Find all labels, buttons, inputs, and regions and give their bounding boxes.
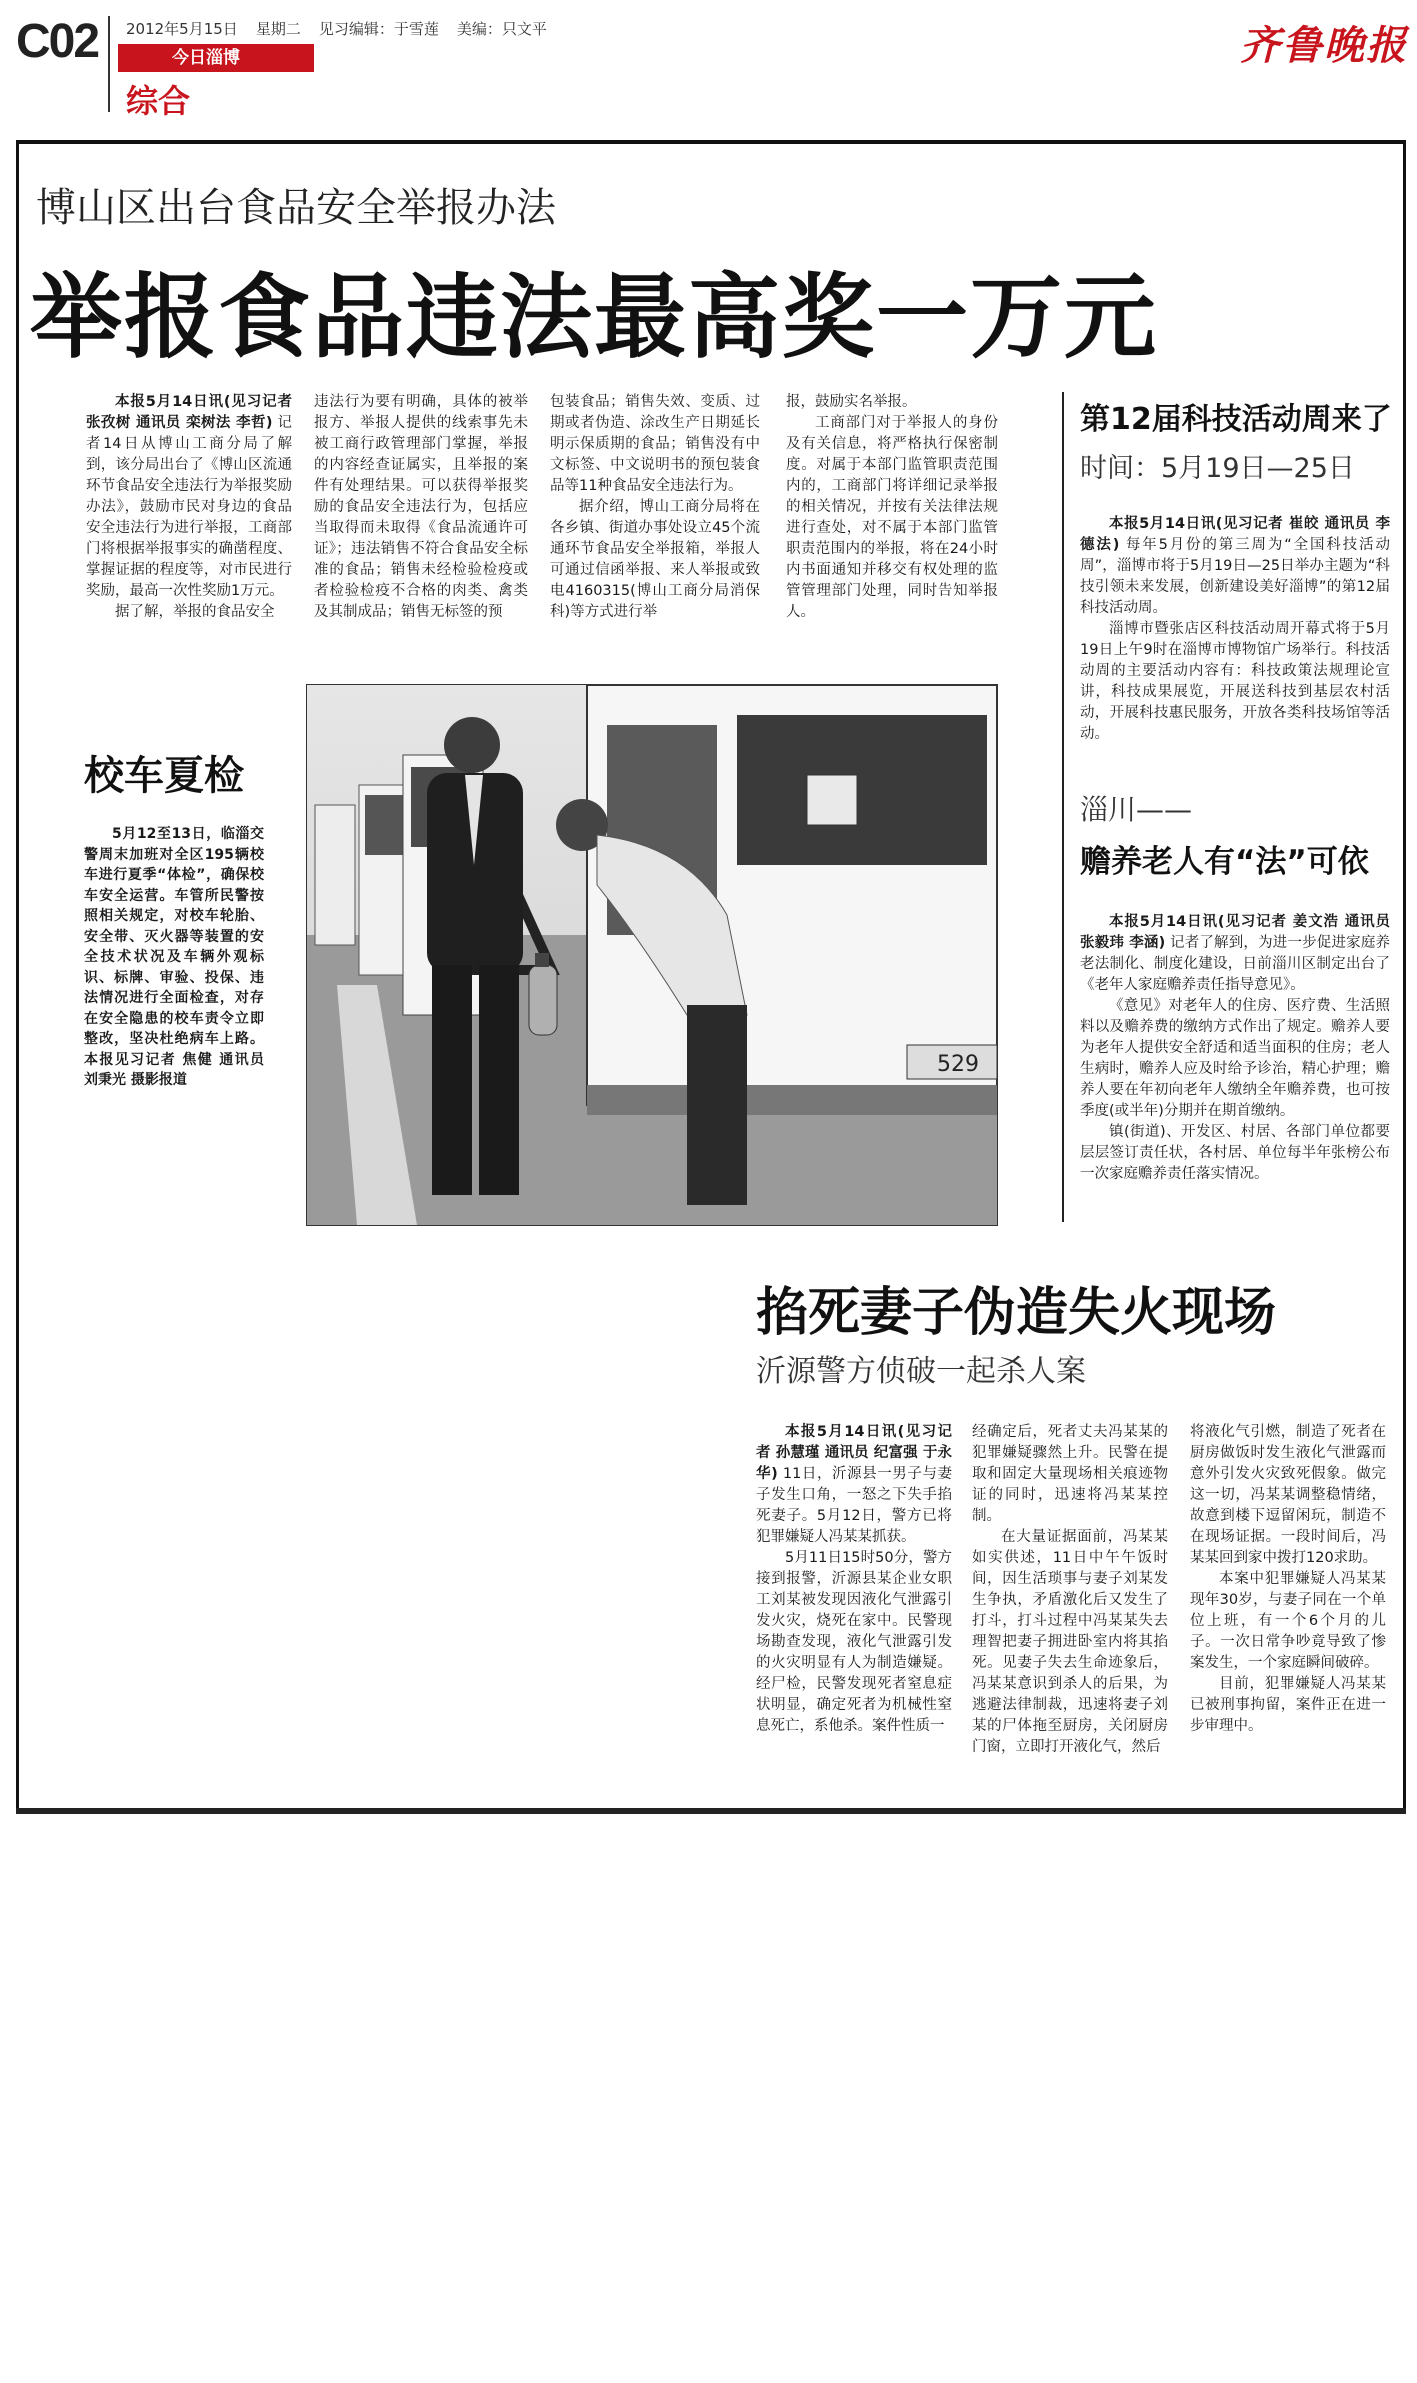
news-photo — [306, 684, 998, 1226]
right-column-rule — [1062, 392, 1064, 1222]
story2-headline: 第12届科技活动周来了 — [1080, 402, 1392, 437]
weekday: 星期二 — [255, 20, 301, 38]
story3-kicker: 淄川—— — [1080, 793, 1193, 826]
story4-headline: 校车夏检 — [84, 753, 244, 799]
story2-p2: 淄博市暨张店区科技活动周开幕式将于5月19日上午9时在淄博市博物馆广场举行。科技活动周的主要活动内容有：科技政策法规理论宣讲，科技成果展览，开展送科技到基层农村活动，开展科技惠民服务，开放各类科技场馆等活动。 — [1080, 621, 1390, 742]
story5-col2 — [972, 1422, 1168, 1758]
story3-headline: 赡养老人有“法”可依 — [1080, 844, 1369, 880]
story1-headline: 举报食品违法最高奖一万元 — [30, 264, 1159, 371]
story1-col4-p2: 工商部门对于举报人的身份及有关信息，将严格执行保密制度。对属于本部门监管职责范围内的，工商部门将详细记录举报的相关情况，并按有关法律法规进行查处，对不属于本部门监管职责范围内的举报，将在24小时内书面通知并移交有权处理的监管管理部门处理，同时告知举报人。 — [786, 415, 998, 620]
masthead-logo: 齐鲁晚报 — [1240, 22, 1408, 69]
story1-col1-p1: 本报5月14日讯(见习记者 张孜树 通讯员 栾树法 李哲) 记者14日从博山工商分局了解到，该分局出台了《博山区流通环节食品安全违法行为举报奖励办法》，鼓励市民对身边的食品安全违法行为进行举报，工商部门将根据举报事实的确凿程度、掌握证据的程度等，对市民进行奖励，最高一次性奖励1万元。 — [86, 394, 292, 599]
story1-col4-p1: 报，鼓励实名举报。 — [786, 394, 917, 410]
section-label: 综合 — [126, 82, 191, 120]
page-number: C02 — [16, 15, 99, 68]
story5-col3-p2: 本案中犯罪嫌疑人冯某某现年30岁，与妻子同在一个单位上班，有一个6个月的儿子。一次日常争吵竟导致了惨案发生，一个家庭瞬间破碎。 — [1190, 1571, 1386, 1671]
story3-p3: 镇(街道)、开发区、村居、各部门单位都要层层签订责任状，各村居、单位每半年张榜公布一次家庭赡养责任落实情况。 — [1080, 1124, 1390, 1182]
story5-subhead: 沂源警方侦破一起杀人案 — [756, 1354, 1086, 1389]
story1-col3-p2: 据介绍，博山工商分局将在各乡镇、街道办事处设立45个流通环节食品安全举报箱，举报人可通过信函举报、来人举报或致电4160315(博山工商分局消保科)等方式进行举 — [550, 499, 760, 620]
story1-col2-p1: 违法行为要有明确，具体的被举报方、举报人提供的线索事先未被工商行政管理部门掌握，举报的内容经查证属实，且举报的案件有处理结果。可以获得举报奖励的食品安全违法行为，包括应当取得而未取得《食品流通许可证》；违法销售不符合食品安全标准的食品；销售未经检验检疫或者检验检疫不合格的肉类、禽类及其制成品；销售无标签的预 — [314, 394, 528, 620]
story5-col1-p1: 本报5月14日讯(见习记者 孙慧瑾 通讯员 纪富强 于永华) 11日，沂源县一男子与妻子发生口角，一怒之下失手掐死妻子。5月12日，警方已将犯罪嫌疑人冯某某抓获。 — [756, 1424, 953, 1545]
header-divider — [108, 16, 110, 112]
story1-col2 — [314, 392, 528, 623]
story5-col1 — [756, 1422, 952, 1737]
story1-col1-p2: 据了解，举报的食品安全 — [115, 604, 275, 620]
story4-text: 5月12至13日，临淄交警周末加班对全区195辆校车进行夏季“体检”，确保校车安全运营。车管所民警按照相关规定，对校车轮胎、安全带、灭火器等装置的安全技术状况及车辆外观标识、标牌、审验、投保、违法情况进行全面检查，对存在安全隐患的校车责令立即整改，坚决杜绝病车上路。本报见习记者 焦健 通讯员 刘秉光 摄影报道 — [84, 826, 264, 1088]
story5-col3-p3: 目前，犯罪嫌疑人冯某某已被刑事拘留，案件正在进一步审理中。 — [1190, 1676, 1386, 1734]
story5-col2-p2: 在大量证据面前，冯某某如实供述，11日中午午饭时间，因生活琐事与妻子刘某发生争执，矛盾激化后又发生了打斗，打斗过程中冯某某失去理智把妻子拥进卧室内将其掐死。见妻子失去生命迹象后，冯某某意识到杀人的后果，为逃避法律制裁，迅速将妻子刘某的尸体拖至厨房，关闭厨房门窗，立即打开液化气，然后 — [972, 1529, 1168, 1755]
story3-p2: 《意见》对老年人的住房、医疗费、生活照料以及赡养费的缴纳方式作出了规定。赡养人要为老年人提供安全舒适和适当面积的住房；老人生病时，赡养人应及时给予诊治，精心护理；赡养人要在年初向老年人缴纳全年赡养费，也可按季度(或半年)分期并在期首缴纳。 — [1080, 998, 1390, 1119]
story4-caption — [84, 824, 264, 1091]
story1-col1 — [86, 392, 292, 623]
designer-credit: 美编：只文平 — [456, 20, 547, 38]
story3-p1: 本报5月14日讯(见习记者 姜文浩 通讯员 张毅玮 李涵) 记者了解到，为进一步促进家庭养老法制化、制度化建设，日前淄川区制定出台了《老年人家庭赡养责任指导意见》。 — [1080, 914, 1390, 993]
header-info — [126, 18, 565, 39]
story1-col3 — [550, 392, 760, 623]
story5-col2-p1: 经确定后，死者丈夫冯某某的犯罪嫌疑骤然上升。民警在提取和固定大量现场相关痕迹物证的同时，迅速将冯某某控制。 — [972, 1424, 1168, 1524]
story5-col3-p1: 将液化气引燃，制造了死者在厨房做饭时发生液化气泄露而意外引发火灾致死假象。做完这一切，冯某某调整稳情绪，故意到楼下逗留闲玩，制造不在现场证据。一段时间后，冯某某回到家中拨打120求助。 — [1190, 1424, 1386, 1566]
frame-bottom-rule — [16, 1808, 1406, 1814]
license-plate-text: 529 — [937, 1052, 979, 1077]
story1-dateline: 本报5月14日讯(见习记者 张孜树 通讯员 栾树法 李哲) — [86, 394, 292, 431]
story1-col4 — [786, 392, 998, 623]
story1-col3-p1: 包装食品；销售失效、变质、过期或者伪造、涂改生产日期延长明示保质期的食品；销售没有中文标签、中文说明书的预包装食品等11种食品安全违法行为。 — [550, 394, 760, 494]
story3-body — [1080, 912, 1390, 1185]
story5-col3 — [1190, 1422, 1386, 1737]
issue-date: 2012年5月15日 — [126, 20, 238, 38]
story2-p1: 本报5月14日讯(见习记者 崔皎 通讯员 李德法) 每年5月份的第三周为“全国科技活动周”，淄博市将于5月19日—25日举办主题为“科技引领未来发展，创新建设美好淄博”的第12届科技活动周。 — [1080, 516, 1390, 616]
story1-subhead: 博山区出台食品安全举报办法 — [36, 185, 556, 231]
editor-credit: 见习编辑：于雪莲 — [318, 20, 439, 38]
story2-subhead: 时间：5月19日—25日 — [1080, 453, 1355, 484]
story2-body — [1080, 514, 1390, 745]
school-bus-photo — [307, 685, 997, 1225]
story5-col1-p2: 5月11日15时50分，警方接到报警，沂源县某企业女职工刘某被发现因液化气泄露引发火灾，烧死在家中。民警现场勘查发现，液化气泄露引发的火灾明显有人为制造嫌疑。经尸检，民警发现死者窒息症状明显，确定死者为机械性窒息死亡，系他杀。案件性质一 — [756, 1550, 952, 1734]
section-badge: 今日淄博 — [118, 44, 314, 72]
story5-headline: 掐死妻子伪造失火现场 — [756, 1283, 1277, 1343]
